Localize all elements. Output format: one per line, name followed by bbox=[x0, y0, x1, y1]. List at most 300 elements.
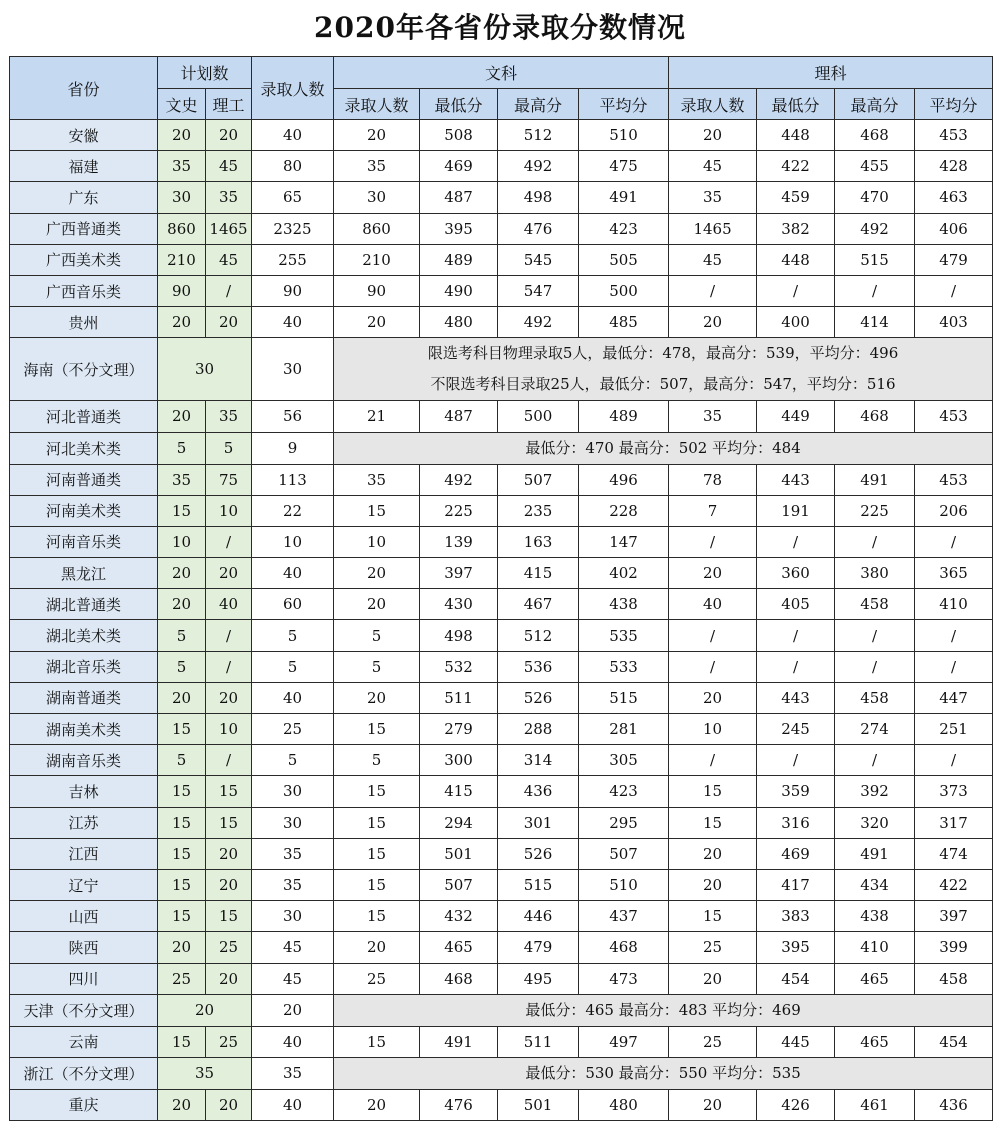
wen-admitted-cell: 10 bbox=[334, 526, 420, 557]
wen-max-cell: 446 bbox=[498, 901, 579, 932]
wen-min-cell: 415 bbox=[420, 776, 498, 807]
li-admitted-cell: 20 bbox=[669, 869, 757, 900]
wen-max-cell: 479 bbox=[498, 932, 579, 963]
wen-admitted-cell: 20 bbox=[334, 589, 420, 620]
admitted-total-cell: 65 bbox=[252, 182, 334, 213]
table-row bbox=[10, 1057, 993, 1089]
wen-avg-cell: 295 bbox=[579, 807, 669, 838]
wen-admitted-cell: 20 bbox=[334, 932, 420, 963]
li-min-cell: 417 bbox=[757, 869, 835, 900]
wen-admitted-cell: 15 bbox=[334, 838, 420, 869]
li-max-cell: 470 bbox=[835, 182, 915, 213]
plan-li-cell: 25 bbox=[206, 932, 252, 963]
li-avg-cell: 453 bbox=[915, 401, 993, 432]
plan-li-cell: 15 bbox=[206, 901, 252, 932]
plan-wen-cell: 20 bbox=[158, 932, 206, 963]
wen-min-cell: 492 bbox=[420, 464, 498, 495]
wen-max-cell: 536 bbox=[498, 651, 579, 682]
li-max-cell: 465 bbox=[835, 963, 915, 994]
wen-admitted-cell: 15 bbox=[334, 1026, 420, 1057]
plan-wen-cell: 5 bbox=[158, 651, 206, 682]
li-admitted-cell: 45 bbox=[669, 151, 757, 182]
plan-li-cell: 35 bbox=[206, 401, 252, 432]
admitted-total-cell: 30 bbox=[252, 338, 334, 401]
wen-avg-cell: 438 bbox=[579, 589, 669, 620]
li-admitted-cell: 20 bbox=[669, 682, 757, 713]
wen-min-cell: 498 bbox=[420, 620, 498, 651]
li-avg-cell: / bbox=[915, 745, 993, 776]
plan-li-cell: 15 bbox=[206, 776, 252, 807]
table-row bbox=[10, 651, 993, 682]
li-avg-cell: 403 bbox=[915, 307, 993, 338]
li-max-cell: 414 bbox=[835, 307, 915, 338]
admitted-total-cell: 22 bbox=[252, 495, 334, 526]
table-header bbox=[10, 57, 993, 120]
li-min-cell: 316 bbox=[757, 807, 835, 838]
wen-admitted-cell: 15 bbox=[334, 776, 420, 807]
table-row bbox=[10, 589, 993, 620]
wen-max-cell: 288 bbox=[498, 714, 579, 745]
wen-admitted-cell: 860 bbox=[334, 213, 420, 244]
wen-avg-cell: 510 bbox=[579, 869, 669, 900]
table-body bbox=[10, 120, 993, 1121]
table-row bbox=[10, 1089, 993, 1120]
table-row bbox=[10, 401, 993, 432]
li-admitted-cell: / bbox=[669, 620, 757, 651]
province-cell: 辽宁 bbox=[10, 869, 158, 900]
wen-admitted-cell: 35 bbox=[334, 464, 420, 495]
admitted-total-cell: 80 bbox=[252, 151, 334, 182]
li-max-cell: 320 bbox=[835, 807, 915, 838]
table-row bbox=[10, 869, 993, 900]
li-admitted-cell: 10 bbox=[669, 714, 757, 745]
li-max-cell: 434 bbox=[835, 869, 915, 900]
score-note-cell: 最低分：530 最高分：550 平均分：535 bbox=[334, 1057, 993, 1089]
wen-min-cell: 294 bbox=[420, 807, 498, 838]
li-min-cell: 382 bbox=[757, 213, 835, 244]
province-cell: 河北普通类 bbox=[10, 401, 158, 432]
admitted-total-cell: 35 bbox=[252, 1057, 334, 1089]
li-avg-cell: 454 bbox=[915, 1026, 993, 1057]
province-cell: 陕西 bbox=[10, 932, 158, 963]
table-row bbox=[10, 558, 993, 589]
plan-li-cell: 75 bbox=[206, 464, 252, 495]
li-min-cell: 445 bbox=[757, 1026, 835, 1057]
wen-admitted-cell: 25 bbox=[334, 963, 420, 994]
li-min-cell: 245 bbox=[757, 714, 835, 745]
admitted-total-cell: 20 bbox=[252, 994, 334, 1026]
wen-min-cell: 490 bbox=[420, 275, 498, 306]
header-province: 省份 bbox=[10, 57, 158, 120]
admitted-total-cell: 30 bbox=[252, 901, 334, 932]
li-min-cell: 383 bbox=[757, 901, 835, 932]
plan-wen-cell: 30 bbox=[158, 182, 206, 213]
li-max-cell: 465 bbox=[835, 1026, 915, 1057]
li-admitted-cell: 20 bbox=[669, 838, 757, 869]
wen-max-cell: 492 bbox=[498, 307, 579, 338]
li-avg-cell: 458 bbox=[915, 963, 993, 994]
wen-min-cell: 476 bbox=[420, 1089, 498, 1120]
province-cell: 黑龙江 bbox=[10, 558, 158, 589]
plan-wen-cell: 15 bbox=[158, 714, 206, 745]
wen-avg-cell: 533 bbox=[579, 651, 669, 682]
province-cell: 河南美术类 bbox=[10, 495, 158, 526]
li-avg-cell: / bbox=[915, 620, 993, 651]
province-cell: 湖北美术类 bbox=[10, 620, 158, 651]
li-max-cell: 458 bbox=[835, 682, 915, 713]
table-row bbox=[10, 307, 993, 338]
li-admitted-cell: / bbox=[669, 526, 757, 557]
wen-max-cell: 415 bbox=[498, 558, 579, 589]
province-cell: 天津（不分文理） bbox=[10, 994, 158, 1026]
plan-li-cell: 10 bbox=[206, 495, 252, 526]
li-avg-cell: 422 bbox=[915, 869, 993, 900]
li-avg-cell: 365 bbox=[915, 558, 993, 589]
li-avg-cell: 474 bbox=[915, 838, 993, 869]
wen-avg-cell: 507 bbox=[579, 838, 669, 869]
province-cell: 河南音乐类 bbox=[10, 526, 158, 557]
plan-li-cell: 20 bbox=[206, 558, 252, 589]
wen-avg-cell: 485 bbox=[579, 307, 669, 338]
wen-min-cell: 508 bbox=[420, 120, 498, 151]
wen-min-cell: 300 bbox=[420, 745, 498, 776]
wen-avg-cell: 147 bbox=[579, 526, 669, 557]
plan-wen-cell: 20 bbox=[158, 401, 206, 432]
table-row bbox=[10, 745, 993, 776]
plan-wen-cell: 15 bbox=[158, 1026, 206, 1057]
li-admitted-cell: / bbox=[669, 651, 757, 682]
li-min-cell: 459 bbox=[757, 182, 835, 213]
wen-avg-cell: 468 bbox=[579, 932, 669, 963]
li-min-cell: / bbox=[757, 526, 835, 557]
province-cell: 重庆 bbox=[10, 1089, 158, 1120]
table-row bbox=[10, 963, 993, 994]
plan-li-cell: 20 bbox=[206, 120, 252, 151]
wen-avg-cell: 510 bbox=[579, 120, 669, 151]
plan-wen-cell: 5 bbox=[158, 745, 206, 776]
wen-avg-cell: 480 bbox=[579, 1089, 669, 1120]
wen-admitted-cell: 30 bbox=[334, 182, 420, 213]
header-plan-li: 理工 bbox=[206, 89, 252, 120]
li-min-cell: 448 bbox=[757, 120, 835, 151]
wen-avg-cell: 402 bbox=[579, 558, 669, 589]
li-min-cell: 191 bbox=[757, 495, 835, 526]
wen-min-cell: 511 bbox=[420, 682, 498, 713]
wen-admitted-cell: 15 bbox=[334, 807, 420, 838]
province-cell: 广东 bbox=[10, 182, 158, 213]
table-row bbox=[10, 244, 993, 275]
wen-max-cell: 235 bbox=[498, 495, 579, 526]
admitted-total-cell: 40 bbox=[252, 558, 334, 589]
plan-li-cell: / bbox=[206, 526, 252, 557]
li-min-cell: 360 bbox=[757, 558, 835, 589]
wen-min-cell: 225 bbox=[420, 495, 498, 526]
wen-admitted-cell: 21 bbox=[334, 401, 420, 432]
plan-wen-cell: 90 bbox=[158, 275, 206, 306]
plan-wen-cell: 15 bbox=[158, 869, 206, 900]
li-admitted-cell: 20 bbox=[669, 963, 757, 994]
wen-avg-cell: 305 bbox=[579, 745, 669, 776]
wen-min-cell: 491 bbox=[420, 1026, 498, 1057]
admitted-total-cell: 40 bbox=[252, 1089, 334, 1120]
wen-avg-cell: 473 bbox=[579, 963, 669, 994]
plan-wen-cell: 15 bbox=[158, 901, 206, 932]
admitted-total-cell: 2325 bbox=[252, 213, 334, 244]
plan-wen-cell: 20 bbox=[158, 307, 206, 338]
li-max-cell: 455 bbox=[835, 151, 915, 182]
li-admitted-cell: 20 bbox=[669, 307, 757, 338]
province-cell: 江西 bbox=[10, 838, 158, 869]
table-row bbox=[10, 807, 993, 838]
wen-max-cell: 498 bbox=[498, 182, 579, 213]
table-row bbox=[10, 776, 993, 807]
plan-wen-cell: 35 bbox=[158, 464, 206, 495]
score-note-line: 不限选考科目录取25人，最低分：507，最高分：547，平均分：516 bbox=[430, 375, 896, 394]
admitted-total-cell: 5 bbox=[252, 745, 334, 776]
header-plan-wen: 文史 bbox=[158, 89, 206, 120]
wen-admitted-cell: 5 bbox=[334, 620, 420, 651]
li-avg-cell: 317 bbox=[915, 807, 993, 838]
plan-combined-cell: 20 bbox=[158, 994, 252, 1026]
plan-wen-cell: 210 bbox=[158, 244, 206, 275]
wen-admitted-cell: 90 bbox=[334, 275, 420, 306]
wen-max-cell: 314 bbox=[498, 745, 579, 776]
admitted-total-cell: 45 bbox=[252, 963, 334, 994]
li-min-cell: 443 bbox=[757, 682, 835, 713]
li-max-cell: 392 bbox=[835, 776, 915, 807]
admitted-total-cell: 30 bbox=[252, 807, 334, 838]
li-max-cell: 274 bbox=[835, 714, 915, 745]
header-li: 理科 bbox=[669, 57, 993, 89]
wen-max-cell: 476 bbox=[498, 213, 579, 244]
li-admitted-cell: 15 bbox=[669, 776, 757, 807]
li-min-cell: 400 bbox=[757, 307, 835, 338]
wen-min-cell: 139 bbox=[420, 526, 498, 557]
wen-max-cell: 526 bbox=[498, 682, 579, 713]
admitted-total-cell: 5 bbox=[252, 620, 334, 651]
wen-min-cell: 487 bbox=[420, 401, 498, 432]
table-row bbox=[10, 901, 993, 932]
li-avg-cell: 399 bbox=[915, 932, 993, 963]
wen-avg-cell: 535 bbox=[579, 620, 669, 651]
plan-li-cell: 20 bbox=[206, 838, 252, 869]
li-max-cell: 515 bbox=[835, 244, 915, 275]
plan-li-cell: 1465 bbox=[206, 213, 252, 244]
plan-wen-cell: 20 bbox=[158, 558, 206, 589]
plan-li-cell: 20 bbox=[206, 1089, 252, 1120]
wen-admitted-cell: 5 bbox=[334, 651, 420, 682]
table-row bbox=[10, 994, 993, 1026]
li-min-cell: 359 bbox=[757, 776, 835, 807]
wen-max-cell: 500 bbox=[498, 401, 579, 432]
table-row bbox=[10, 432, 993, 464]
wen-admitted-cell: 20 bbox=[334, 307, 420, 338]
li-admitted-cell: 35 bbox=[669, 401, 757, 432]
admitted-total-cell: 30 bbox=[252, 776, 334, 807]
li-max-cell: 468 bbox=[835, 120, 915, 151]
plan-wen-cell: 15 bbox=[158, 838, 206, 869]
li-admitted-cell: 15 bbox=[669, 807, 757, 838]
wen-max-cell: 301 bbox=[498, 807, 579, 838]
li-min-cell: / bbox=[757, 275, 835, 306]
wen-max-cell: 547 bbox=[498, 275, 579, 306]
li-max-cell: 492 bbox=[835, 213, 915, 244]
score-note-cell: 最低分：465 最高分：483 平均分：469 bbox=[334, 994, 993, 1026]
li-avg-cell: 406 bbox=[915, 213, 993, 244]
li-admitted-cell: 20 bbox=[669, 558, 757, 589]
plan-wen-cell: 20 bbox=[158, 589, 206, 620]
province-cell: 福建 bbox=[10, 151, 158, 182]
plan-li-cell: / bbox=[206, 275, 252, 306]
wen-admitted-cell: 20 bbox=[334, 1089, 420, 1120]
province-cell: 四川 bbox=[10, 963, 158, 994]
wen-max-cell: 526 bbox=[498, 838, 579, 869]
li-avg-cell: / bbox=[915, 651, 993, 682]
wen-avg-cell: 475 bbox=[579, 151, 669, 182]
wen-min-cell: 395 bbox=[420, 213, 498, 244]
wen-max-cell: 511 bbox=[498, 1026, 579, 1057]
table-row bbox=[10, 151, 993, 182]
li-avg-cell: / bbox=[915, 275, 993, 306]
wen-min-cell: 532 bbox=[420, 651, 498, 682]
plan-wen-cell: 15 bbox=[158, 807, 206, 838]
plan-li-cell: 15 bbox=[206, 807, 252, 838]
li-avg-cell: 453 bbox=[915, 464, 993, 495]
plan-wen-cell: 15 bbox=[158, 776, 206, 807]
wen-admitted-cell: 20 bbox=[334, 682, 420, 713]
li-min-cell: / bbox=[757, 620, 835, 651]
plan-combined-cell: 30 bbox=[158, 338, 252, 401]
wen-admitted-cell: 15 bbox=[334, 495, 420, 526]
score-note-line: 限选考科目物理录取5人，最低分：478，最高分：539，平均分：496 bbox=[427, 344, 899, 363]
wen-admitted-cell: 5 bbox=[334, 745, 420, 776]
header-wen-max: 最高分 bbox=[498, 89, 579, 120]
li-admitted-cell: 7 bbox=[669, 495, 757, 526]
wen-admitted-cell: 15 bbox=[334, 714, 420, 745]
wen-max-cell: 495 bbox=[498, 963, 579, 994]
header-wen: 文科 bbox=[334, 57, 669, 89]
admitted-total-cell: 60 bbox=[252, 589, 334, 620]
plan-li-cell: 10 bbox=[206, 714, 252, 745]
plan-li-cell: 20 bbox=[206, 869, 252, 900]
province-cell: 山西 bbox=[10, 901, 158, 932]
li-min-cell: 443 bbox=[757, 464, 835, 495]
table-row bbox=[10, 495, 993, 526]
admitted-total-cell: 45 bbox=[252, 932, 334, 963]
admitted-total-cell: 35 bbox=[252, 869, 334, 900]
province-cell: 贵州 bbox=[10, 307, 158, 338]
province-cell: 湖南普通类 bbox=[10, 682, 158, 713]
plan-li-cell: 35 bbox=[206, 182, 252, 213]
wen-max-cell: 507 bbox=[498, 464, 579, 495]
header-li-avg: 平均分 bbox=[915, 89, 993, 120]
wen-min-cell: 489 bbox=[420, 244, 498, 275]
table-row bbox=[10, 213, 993, 244]
li-max-cell: / bbox=[835, 620, 915, 651]
score-note-cell bbox=[334, 338, 993, 401]
admitted-total-cell: 255 bbox=[252, 244, 334, 275]
table-row bbox=[10, 682, 993, 713]
wen-avg-cell: 281 bbox=[579, 714, 669, 745]
admitted-total-cell: 40 bbox=[252, 682, 334, 713]
li-avg-cell: 453 bbox=[915, 120, 993, 151]
wen-avg-cell: 496 bbox=[579, 464, 669, 495]
table-row bbox=[10, 620, 993, 651]
li-avg-cell: / bbox=[915, 526, 993, 557]
plan-wen-cell: 15 bbox=[158, 495, 206, 526]
wen-min-cell: 432 bbox=[420, 901, 498, 932]
wen-min-cell: 465 bbox=[420, 932, 498, 963]
wen-min-cell: 430 bbox=[420, 589, 498, 620]
li-avg-cell: 206 bbox=[915, 495, 993, 526]
header-li-admitted: 录取人数 bbox=[669, 89, 757, 120]
li-max-cell: 491 bbox=[835, 464, 915, 495]
li-admitted-cell: 15 bbox=[669, 901, 757, 932]
plan-li-cell: 20 bbox=[206, 682, 252, 713]
li-max-cell: / bbox=[835, 745, 915, 776]
wen-avg-cell: 497 bbox=[579, 1026, 669, 1057]
plan-li-cell: 5 bbox=[206, 432, 252, 464]
province-cell: 广西普通类 bbox=[10, 213, 158, 244]
li-admitted-cell: 35 bbox=[669, 182, 757, 213]
wen-avg-cell: 423 bbox=[579, 213, 669, 244]
wen-avg-cell: 437 bbox=[579, 901, 669, 932]
province-cell: 江苏 bbox=[10, 807, 158, 838]
wen-max-cell: 515 bbox=[498, 869, 579, 900]
wen-min-cell: 468 bbox=[420, 963, 498, 994]
wen-avg-cell: 228 bbox=[579, 495, 669, 526]
admitted-total-cell: 113 bbox=[252, 464, 334, 495]
province-cell: 湖南美术类 bbox=[10, 714, 158, 745]
province-cell: 河北美术类 bbox=[10, 432, 158, 464]
li-min-cell: / bbox=[757, 651, 835, 682]
plan-li-cell: 45 bbox=[206, 151, 252, 182]
table-row bbox=[10, 932, 993, 963]
wen-avg-cell: 423 bbox=[579, 776, 669, 807]
wen-max-cell: 512 bbox=[498, 120, 579, 151]
admitted-total-cell: 90 bbox=[252, 275, 334, 306]
plan-li-cell: 40 bbox=[206, 589, 252, 620]
table-row bbox=[10, 526, 993, 557]
province-cell: 湖北普通类 bbox=[10, 589, 158, 620]
li-max-cell: / bbox=[835, 526, 915, 557]
wen-max-cell: 512 bbox=[498, 620, 579, 651]
table-row bbox=[10, 464, 993, 495]
li-min-cell: 469 bbox=[757, 838, 835, 869]
province-cell: 湖北音乐类 bbox=[10, 651, 158, 682]
li-max-cell: 491 bbox=[835, 838, 915, 869]
wen-avg-cell: 489 bbox=[579, 401, 669, 432]
plan-li-cell: 25 bbox=[206, 1026, 252, 1057]
plan-li-cell: / bbox=[206, 651, 252, 682]
wen-avg-cell: 505 bbox=[579, 244, 669, 275]
wen-avg-cell: 515 bbox=[579, 682, 669, 713]
li-min-cell: 405 bbox=[757, 589, 835, 620]
wen-max-cell: 163 bbox=[498, 526, 579, 557]
li-max-cell: / bbox=[835, 275, 915, 306]
plan-li-cell: / bbox=[206, 620, 252, 651]
li-admitted-cell: 25 bbox=[669, 1026, 757, 1057]
wen-avg-cell: 491 bbox=[579, 182, 669, 213]
li-min-cell: 422 bbox=[757, 151, 835, 182]
li-admitted-cell: 45 bbox=[669, 244, 757, 275]
li-admitted-cell: 40 bbox=[669, 589, 757, 620]
plan-li-cell: 20 bbox=[206, 307, 252, 338]
wen-admitted-cell: 20 bbox=[334, 558, 420, 589]
li-admitted-cell: / bbox=[669, 275, 757, 306]
admission-score-table bbox=[9, 56, 993, 1121]
li-max-cell: 468 bbox=[835, 401, 915, 432]
